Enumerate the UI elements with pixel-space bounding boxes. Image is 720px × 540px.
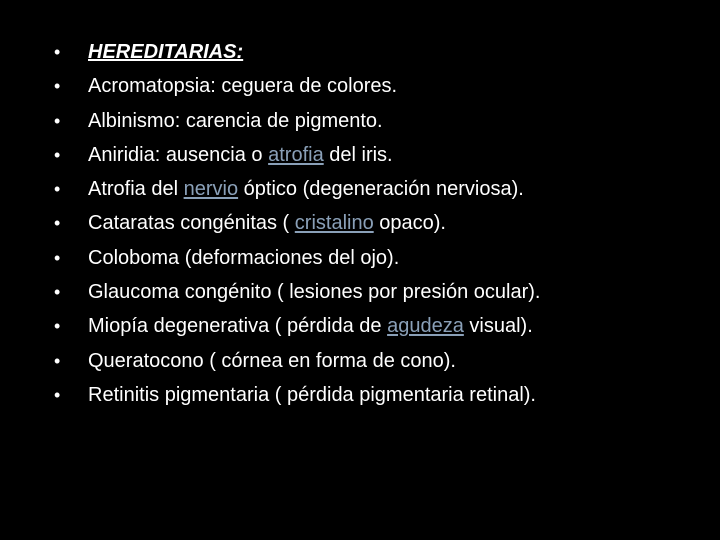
list-item xyxy=(54,378,714,412)
bullet-icon: • xyxy=(54,247,61,268)
item-text: Glaucoma congénito ( lesiones por presión ocular). xyxy=(88,281,541,304)
bullet-icon: • xyxy=(54,282,61,303)
item-text: Retinitis pigmentaria ( pérdida pigmentaria retinal). xyxy=(88,383,536,406)
list-item xyxy=(54,241,714,275)
item-text: Queratocono ( córnea en forma de cono). xyxy=(88,349,456,372)
bullet-icon: • xyxy=(54,384,61,405)
item-text: Coloboma (deformaciones del ojo). xyxy=(88,246,400,269)
list-item xyxy=(54,138,714,172)
bullet-icon: • xyxy=(54,179,61,200)
bullet-icon: • xyxy=(54,144,61,165)
link-nervio[interactable]: nervio xyxy=(183,178,239,201)
list-item xyxy=(54,172,714,206)
section-heading: HEREDITARIAS: xyxy=(88,41,244,63)
list-item-heading xyxy=(54,35,714,69)
bullet-icon: • xyxy=(54,110,61,131)
item-text: Atrofia del nervio óptico (degeneración nerviosa). xyxy=(88,178,524,201)
link-agudeza[interactable]: agudeza xyxy=(387,315,464,338)
list-item xyxy=(54,344,714,378)
link-atrofia[interactable]: atrofia xyxy=(268,143,324,166)
item-text: Aniridia: ausencia o atrofia del iris. xyxy=(88,143,393,166)
item-text: Acromatopsia: ceguera de colores. xyxy=(88,75,398,98)
list-item xyxy=(54,104,714,138)
list-item xyxy=(54,275,714,309)
link-cristalino[interactable]: cristalino xyxy=(294,212,374,235)
list-item xyxy=(54,206,714,240)
bullet-icon: • xyxy=(54,316,61,337)
list-item xyxy=(54,69,714,103)
item-text: Cataratas congénitas ( cristalino opaco). xyxy=(88,212,446,235)
bullet-icon: • xyxy=(54,42,61,62)
bullet-list xyxy=(54,35,714,412)
item-text: Miopía degenerativa ( pérdida de agudeza visual). xyxy=(88,315,533,338)
list-item xyxy=(54,309,714,343)
bullet-icon: • xyxy=(54,76,61,97)
bullet-icon: • xyxy=(54,350,61,371)
item-text: Albinismo: carencia de pigmento. xyxy=(88,109,383,132)
bullet-icon: • xyxy=(54,213,61,234)
